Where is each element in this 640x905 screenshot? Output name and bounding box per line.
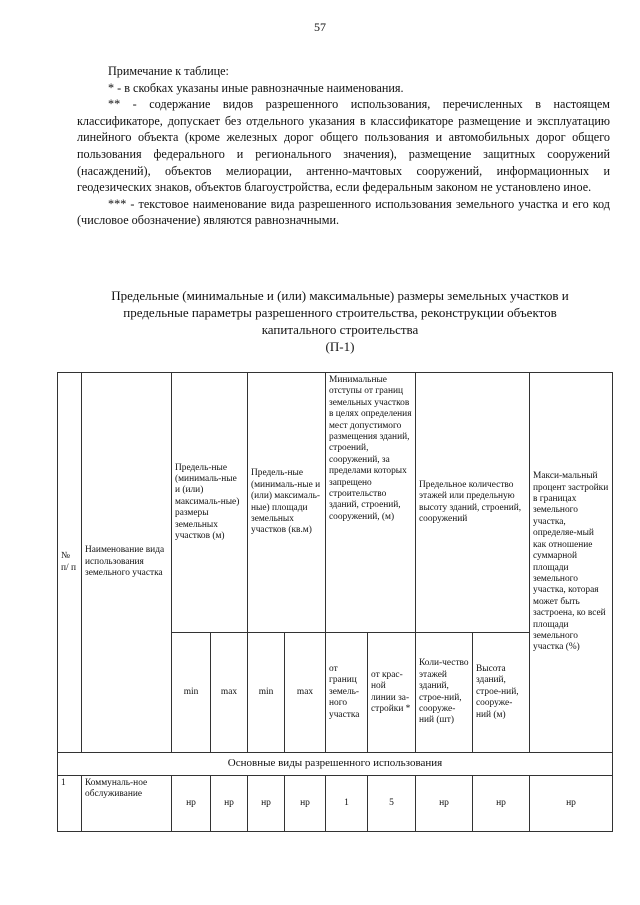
parameters-table <box>57 372 613 832</box>
header-size: Предель-ные (минималь-ные и (или) максималь-ные) размеры земельных участков (м) <box>172 373 248 633</box>
table-heading <box>60 287 620 355</box>
section-row <box>58 753 613 776</box>
header-area: Предель-ные (минималь-ные и (или) максималь-ные) площади земельных участков (кв.м) <box>248 373 326 633</box>
row-area-min: нр <box>248 776 285 832</box>
row-num: 1 <box>58 776 82 832</box>
note-item-2: ** - содержание видов разрешенного использования, перечисленных в настоящем классификаторе, допускает без отдельного указания в классификаторе размещение и эксплуатацию линейного объекта (кроме железных дорог общего пользования и автомобильных дорог общего пользования федерального и регионального значения), размещение защитных сооружений (насаждений), объектов мелиорации, антенно-мачтовых сооружений, информационных и геодезических знаков, объектов благоустройства, если федеральным законом не установлено иное. <box>77 97 610 195</box>
zone-code: (П-1) <box>325 339 355 354</box>
row-floors-count: нр <box>416 776 473 832</box>
row-coverage: нр <box>530 776 613 832</box>
subheader-size-min: min <box>172 633 211 753</box>
note-item-1: * - в скобках указаны иные равнозначные наименования. <box>108 80 404 95</box>
note-item-3: *** - текстовое наименование вида разрешенного использования земельного участка и его код (числовое обозначение) являются равнозначными. <box>77 196 610 228</box>
row-name: Коммуналь-ное обслуживание <box>82 776 172 832</box>
row-size-min: нр <box>172 776 211 832</box>
table-row <box>58 776 613 832</box>
subheader-setback-bounds: от границ земель-ного участка <box>326 633 368 753</box>
section-title: Основные виды разрешенного использования <box>58 753 613 776</box>
heading-line-2: предельные параметры разрешенного строительства, реконструкции объектов <box>123 305 557 320</box>
header-setback: Минимальные отступы от границ земельных участков в целях определения мест допустимого размещения зданий, строений, сооружений, за пределами которых запрещено строительство зданий, строений, сооружений, (м) <box>326 373 416 633</box>
subheader-area-min: min <box>248 633 285 753</box>
row-size-max: нр <box>211 776 248 832</box>
row-height: нр <box>473 776 530 832</box>
page-number: 57 <box>314 20 326 34</box>
subheader-size-max: max <box>211 633 248 753</box>
header-row <box>58 373 613 633</box>
subheader-area-max: max <box>285 633 326 753</box>
header-coverage: Макси-мальный процент застройки в границах земельного участка, определяе-мый как отношение суммарной площади земельного участка, которая может быть застроена, ко всей площади земельного участка (%) <box>530 373 613 753</box>
note-title: Примечание к таблице: <box>108 64 229 78</box>
subheader-setback-redline: от крас-ной линии за-стройки * <box>368 633 416 753</box>
header-name: Наименование вида использования земельного участка <box>82 373 172 753</box>
row-area-max: нр <box>285 776 326 832</box>
subheader-height: Высота зданий, строе-ний, сооруже-ний (м) <box>473 633 530 753</box>
heading-line-3: капитального строительства <box>261 322 419 337</box>
subheader-floors-count: Коли-чество этажей зданий, строе-ний, сооруже-ний (шт) <box>416 633 473 753</box>
header-floors: Предельное количество этажей или предельную высоту зданий, строений, сооружений <box>416 373 530 633</box>
table-note <box>77 63 610 229</box>
row-setback-bounds: 1 <box>326 776 368 832</box>
row-setback-redline: 5 <box>368 776 416 832</box>
header-num: № п/ п <box>58 373 82 753</box>
heading-line-1: Предельные (минимальные и (или) максимальные) размеры земельных участков и <box>111 288 569 303</box>
